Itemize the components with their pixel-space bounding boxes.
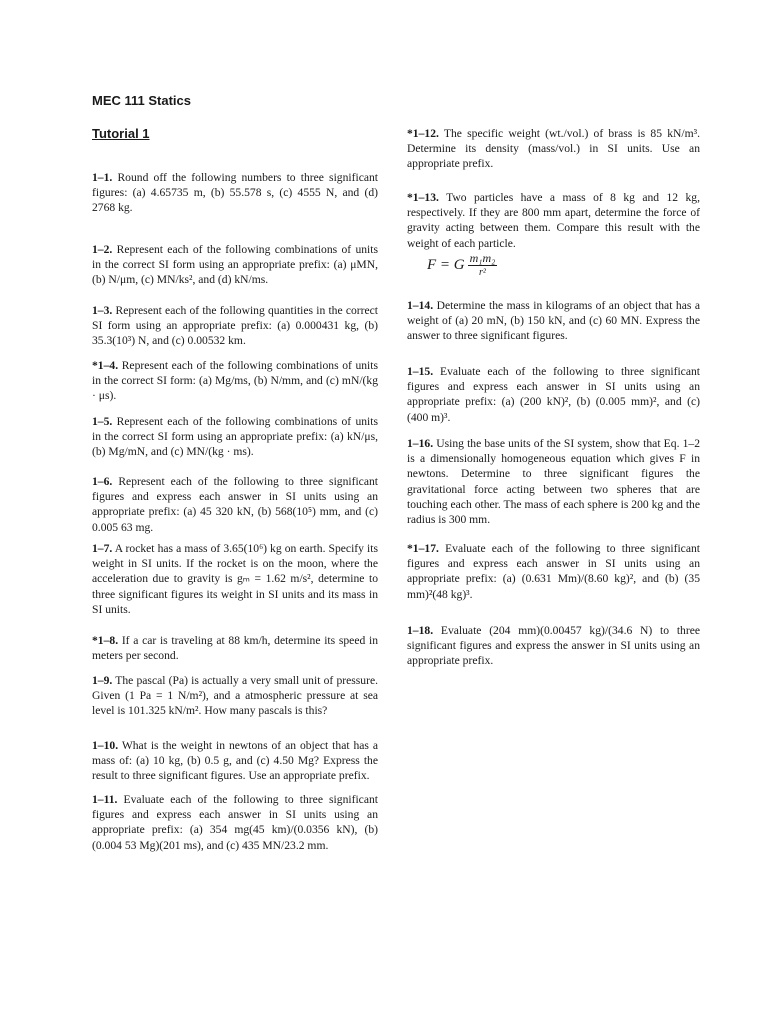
problem-1-12: *1–12. The specific weight (wt./vol.) of brass is 85 kN/m³. Determine its density (mass/vol.) in SI units. Use an appropriate prefix.	[407, 127, 700, 171]
problem-1-17: *1–17. Evaluate each of the following to three significant figures and express each answer in SI units using an appropriate prefix: (a) (0.631 Mm)/(8.60 kg)², and (b) (35 mm)²(48 kg)³.	[407, 542, 700, 601]
problem-1-4: *1–4. Represent each of the following combinations of units in the correct SI form: (a) Mg/ms, (b) N/mm, and (c) mN/(kg · μs).	[92, 359, 378, 403]
problem-1-1: 1–1. Round off the following numbers to three significant figures: (a) 4.65735 m, (b) 55.578 s, (c) 4555 N, and (d) 2768 kg.	[92, 171, 378, 215]
formula-denominator: r²	[479, 267, 486, 278]
formula-fraction	[468, 252, 498, 279]
gravitation-formula	[427, 252, 497, 279]
problem-1-7: 1–7. A rocket has a mass of 3.65(10⁶) kg on earth. Specify its weight in SI units. If the rocket is on the moon, where the acceleration due to gravity is gₘ = 1.62 m/s², determine to three significant figures its weight in SI units and its mass in SI units.	[92, 542, 378, 616]
problem-1-3: 1–3. Represent each of the following quantities in the correct SI form using an appropriate prefix: (a) 0.000431 kg, (b) 35.3(10³) N, and (c) 0.00532 km.	[92, 304, 378, 348]
problem-1-16: 1–16. Using the base units of the SI system, show that Eq. 1–2 is a dimensionally homogeneous equation which gives F in newtons. Determine to three significant figures the gravitational force acting between two spheres that are touching each other. The mass of each sphere is 200 kg and the radius is 300 mm.	[407, 437, 700, 527]
problem-1-9: 1–9. The pascal (Pa) is actually a very small unit of pressure. Given (1 Pa = 1 N/m²), and a atmospheric pressure at sea level is 101.325 kN/m². How many pascals is this?	[92, 674, 378, 718]
problem-1-18: 1–18. Evaluate (204 mm)(0.00457 kg)/(34.6 N) to three significant figures and express the answer in SI units using an appropriate prefix.	[407, 624, 700, 668]
problem-1-6: 1–6. Represent each of the following to three significant figures and express each answer in SI units using an appropriate prefix: (a) 45 320 kN, (b) 568(10⁵) mm, and (c) 0.005 63 mg.	[92, 475, 378, 534]
problem-1-14: 1–14. Determine the mass in kilograms of an object that has a weight of (a) 20 mN, (b) 150 kN, and (c) 60 MN. Express the answer to three significant figures.	[407, 299, 700, 343]
problem-1-8: *1–8. If a car is traveling at 88 km/h, determine its speed in meters per second.	[92, 634, 378, 663]
problem-1-15: 1–15. Evaluate each of the following to three significant figures and express each answer in SI units using an appropriate prefix: (a) (200 kN)², (b) (0.005 mm)², and (c) (400 m)³.	[407, 365, 700, 424]
problem-1-11: 1–11. Evaluate each of the following to three significant figures and express each answer in SI units using an appropriate prefix: (a) 354 mg(45 km)/(0.0356 kN), (b) (0.004 53 Mg)(201 ms), and (c) 435 MN/23.2 mm.	[92, 793, 378, 852]
tutorial-heading: Tutorial 1	[92, 126, 150, 141]
problem-1-13: *1–13. Two particles have a mass of 8 kg and 12 kg, respectively. If they are 800 mm apart, determine the force of gravity acting between them. Compare this result with the weight of each particle.	[407, 191, 700, 250]
problem-1-2: 1–2. Represent each of the following combinations of units in the correct SI form using an appropriate prefix: (a) μMN, (b) N/μm, (c) MN/ks², and (d) kN/ms.	[92, 243, 378, 287]
course-title: MEC 111 Statics	[92, 93, 191, 108]
formula-lhs: F = G	[427, 257, 465, 273]
problem-1-5: 1–5. Represent each of the following combinations of units in the correct SI form using an appropriate prefix: (a) kN/μs, (b) Mg/mN, and (c) MN/(kg · ms).	[92, 415, 378, 459]
problem-1-10: 1–10. What is the weight in newtons of an object that has a mass of: (a) 10 kg, (b) 0.5 g, and (c) 4.50 Mg? Express the result to three significant figures. Use an appropriate prefix.	[92, 739, 378, 783]
formula-numerator: m₁m₂	[469, 251, 496, 265]
